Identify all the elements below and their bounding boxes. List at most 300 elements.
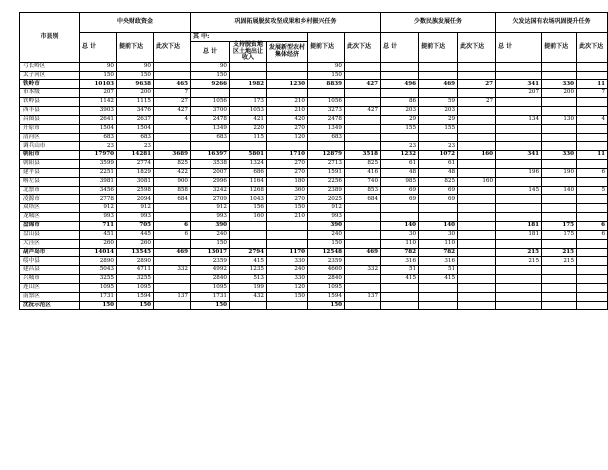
- table-cell: [577, 301, 608, 310]
- table-cell: 415: [419, 275, 458, 284]
- table-cell: 196: [496, 168, 542, 177]
- table-cell: [577, 239, 608, 248]
- table-cell: 1710: [267, 151, 308, 160]
- region-name: 北票市: [20, 186, 80, 195]
- table-cell: [267, 301, 308, 310]
- table-cell: [267, 230, 308, 239]
- table-cell: 445: [117, 230, 154, 239]
- table-cell: [381, 89, 419, 98]
- header-central-advance: 提前下达: [117, 33, 154, 63]
- table-cell: 215: [542, 257, 577, 266]
- region-name: 连山区: [20, 283, 80, 292]
- table-cell: [419, 213, 458, 222]
- table-cell: 69: [419, 195, 458, 204]
- header-consolidation-task: 巩固拓展脱贫攻坚成果和乡村振兴任务: [191, 13, 381, 33]
- table-cell: 27: [154, 98, 191, 107]
- table-cell: 1053: [230, 107, 267, 116]
- table-cell: 332: [154, 266, 191, 275]
- table-cell: 86: [381, 98, 419, 107]
- header-farm-total: 总 计: [496, 33, 542, 63]
- table-cell: [154, 301, 191, 310]
- table-cell: 210: [267, 107, 308, 116]
- table-row: [20, 142, 608, 151]
- table-cell: [267, 239, 308, 248]
- funding-table-sheet: [19, 12, 606, 310]
- table-cell: [542, 195, 577, 204]
- table-cell: [345, 71, 381, 80]
- table-cell: 110: [381, 239, 419, 248]
- table-cell: 912: [191, 204, 230, 213]
- table-cell: 215: [496, 257, 542, 266]
- table-cell: 155: [419, 124, 458, 133]
- table-cell: 9638: [117, 80, 154, 89]
- table-row: [20, 204, 608, 213]
- table-cell: [458, 213, 496, 222]
- table-cell: 23: [80, 142, 117, 151]
- table-row: [20, 133, 608, 142]
- region-name: 凌源市: [20, 195, 80, 204]
- table-row: [20, 107, 608, 116]
- table-cell: [345, 204, 381, 213]
- table-cell: [577, 107, 608, 116]
- table-cell: 912: [308, 204, 345, 213]
- table-cell: 1164: [230, 177, 267, 186]
- table-cell: 1731: [191, 292, 230, 301]
- table-cell: 8839: [308, 80, 345, 89]
- table-cell: 1324: [230, 160, 267, 169]
- table-cell: 51: [419, 266, 458, 275]
- table-cell: 1043: [230, 195, 267, 204]
- table-cell: 330: [542, 151, 577, 160]
- table-cell: [458, 221, 496, 230]
- table-cell: 2256: [308, 177, 345, 186]
- table-cell: 985: [381, 177, 419, 186]
- table-cell: [419, 133, 458, 142]
- header-consolidation-batch: 此次下达: [345, 33, 381, 63]
- region-name: 朝阳市: [20, 151, 80, 160]
- table-cell: [345, 98, 381, 107]
- table-cell: 782: [381, 248, 419, 257]
- table-cell: 1731: [80, 292, 117, 301]
- table-cell: 858: [154, 186, 191, 195]
- table-cell: 150: [117, 71, 154, 80]
- table-cell: 51: [381, 266, 419, 275]
- table-cell: 14281: [117, 151, 154, 160]
- table-cell: 270: [267, 160, 308, 169]
- region-name: 清河区: [20, 133, 80, 142]
- table-cell: 1142: [80, 98, 117, 107]
- table-cell: 12879: [308, 151, 345, 160]
- table-cell: [577, 257, 608, 266]
- table-cell: 160: [230, 213, 267, 222]
- table-cell: 190: [542, 168, 577, 177]
- table-cell: 9266: [191, 80, 230, 89]
- table-cell: 316: [419, 257, 458, 266]
- table-cell: 2996: [191, 177, 230, 186]
- table-cell: 200: [542, 89, 577, 98]
- table-cell: 900: [154, 177, 191, 186]
- table-cell: [542, 239, 577, 248]
- table-cell: 150: [80, 71, 117, 80]
- table-cell: [496, 195, 542, 204]
- table-cell: [381, 301, 419, 310]
- table-cell: 825: [419, 177, 458, 186]
- table-cell: 5801: [230, 151, 267, 160]
- table-cell: [577, 292, 608, 301]
- table-cell: [230, 221, 267, 230]
- table-cell: 2389: [308, 186, 345, 195]
- table-cell: 23: [419, 142, 458, 151]
- table-cell: 4660: [308, 266, 345, 275]
- table-cell: [458, 283, 496, 292]
- table-cell: [577, 124, 608, 133]
- table-cell: [345, 221, 381, 230]
- table-cell: [345, 124, 381, 133]
- table-cell: 2713: [308, 160, 345, 169]
- table-cell: [419, 62, 458, 71]
- table-cell: [458, 89, 496, 98]
- table-cell: [542, 107, 577, 116]
- table-cell: [496, 239, 542, 248]
- region-name: 朝阳县: [20, 160, 80, 169]
- table-cell: 2359: [308, 257, 345, 266]
- table-cell: [381, 292, 419, 301]
- table-cell: 90: [117, 62, 154, 71]
- table-cell: [577, 248, 608, 257]
- region-name: 市本级: [20, 89, 80, 98]
- table-cell: 1230: [267, 80, 308, 89]
- table-cell: [458, 230, 496, 239]
- region-name: 建昌县: [20, 266, 80, 275]
- table-cell: [496, 98, 542, 107]
- table-cell: [345, 115, 381, 124]
- table-row: [20, 257, 608, 266]
- table-cell: [542, 133, 577, 142]
- header-land-revenue: 支持脱贫地区土地出让收入: [230, 42, 267, 63]
- table-cell: 390: [191, 221, 230, 230]
- table-cell: [345, 301, 381, 310]
- table-cell: [496, 142, 542, 151]
- table-cell: 427: [345, 80, 381, 89]
- region-name: 双塔区: [20, 204, 80, 213]
- table-cell: 415: [230, 257, 267, 266]
- table-cell: 705: [117, 221, 154, 230]
- table-cell: 330: [267, 275, 308, 284]
- table-cell: [458, 107, 496, 116]
- table-cell: 7: [577, 89, 608, 98]
- table-cell: 61: [419, 160, 458, 169]
- table-row: [20, 283, 608, 292]
- table-cell: 215: [496, 248, 542, 257]
- region-name: 建平县: [20, 168, 80, 177]
- table-cell: [154, 71, 191, 80]
- header-central-batch: 此次下达: [154, 33, 191, 63]
- table-cell: [154, 133, 191, 142]
- table-cell: [542, 98, 577, 107]
- header-minority-task: 少数民族发展任务: [381, 13, 496, 33]
- table-cell: [458, 71, 496, 80]
- table-cell: 427: [345, 107, 381, 116]
- table-cell: 7: [154, 89, 191, 98]
- table-cell: 27: [458, 80, 496, 89]
- table-cell: 2637: [117, 115, 154, 124]
- table-cell: 160: [458, 151, 496, 160]
- region-name: 喀左县: [20, 177, 80, 186]
- table-cell: 390: [308, 221, 345, 230]
- table-cell: [154, 124, 191, 133]
- table-cell: 4711: [117, 266, 154, 275]
- table-cell: 120: [267, 133, 308, 142]
- table-cell: 110: [419, 239, 458, 248]
- table-cell: 420: [267, 115, 308, 124]
- table-cell: [419, 89, 458, 98]
- header-central-total: 总 计: [80, 33, 117, 63]
- table-cell: [458, 257, 496, 266]
- table-cell: 360: [267, 186, 308, 195]
- table-cell: 2641: [80, 115, 117, 124]
- table-cell: 1504: [80, 124, 117, 133]
- table-cell: 181: [496, 230, 542, 239]
- table-cell: 2478: [191, 115, 230, 124]
- table-cell: 1594: [117, 292, 154, 301]
- table-row: [20, 221, 608, 230]
- table-cell: 90: [308, 62, 345, 71]
- header-farm-advance: 提前下达: [542, 33, 577, 63]
- table-cell: [345, 213, 381, 222]
- table-cell: [381, 71, 419, 80]
- table-cell: [230, 89, 267, 98]
- table-cell: 2359: [191, 257, 230, 266]
- table-cell: [496, 71, 542, 80]
- table-row: [20, 195, 608, 204]
- table-row: [20, 62, 608, 71]
- table-cell: 270: [267, 195, 308, 204]
- table-cell: [496, 283, 542, 292]
- table-cell: 686: [230, 168, 267, 177]
- region-name: 开原市: [20, 124, 80, 133]
- table-cell: 150: [267, 292, 308, 301]
- table-cell: [458, 124, 496, 133]
- table-cell: [345, 257, 381, 266]
- table-cell: 683: [80, 133, 117, 142]
- table-cell: 3242: [191, 186, 230, 195]
- table-cell: 2778: [80, 195, 117, 204]
- header-of-which: 其 中:: [191, 33, 308, 42]
- table-cell: 1056: [308, 98, 345, 107]
- table-cell: 2774: [117, 160, 154, 169]
- table-cell: [154, 62, 191, 71]
- table-cell: [381, 213, 419, 222]
- table-cell: [542, 124, 577, 133]
- table-cell: [577, 71, 608, 80]
- table-row: [20, 230, 608, 239]
- table-cell: 180: [267, 177, 308, 186]
- table-cell: 1349: [308, 124, 345, 133]
- table-cell: 30: [381, 230, 419, 239]
- table-cell: [458, 133, 496, 142]
- table-row: [20, 98, 608, 107]
- table-cell: 1095: [117, 283, 154, 292]
- table-cell: 2709: [191, 195, 230, 204]
- table-cell: 14014: [80, 248, 117, 257]
- table-cell: [577, 142, 608, 151]
- table-cell: 1095: [308, 283, 345, 292]
- table-cell: [496, 301, 542, 310]
- header-minority-advance: 提前下达: [419, 33, 458, 63]
- table-cell: 416: [345, 168, 381, 177]
- table-cell: 1095: [80, 283, 117, 292]
- table-cell: [496, 177, 542, 186]
- table-cell: [458, 142, 496, 151]
- region-name: 调兵山市: [20, 142, 80, 151]
- table-cell: 2890: [117, 257, 154, 266]
- table-row: [20, 71, 608, 80]
- table-cell: 3255: [80, 275, 117, 284]
- table-cell: 1591: [308, 168, 345, 177]
- table-cell: 684: [345, 195, 381, 204]
- table-cell: 90: [80, 62, 117, 71]
- table-cell: 134: [496, 115, 542, 124]
- region-name: 太子河区: [20, 71, 80, 80]
- table-cell: [267, 89, 308, 98]
- table-cell: [230, 62, 267, 71]
- table-cell: [419, 71, 458, 80]
- header-consolidation-total: 总 计: [191, 42, 230, 63]
- funding-table: [19, 12, 608, 310]
- table-cell: 1349: [191, 124, 230, 133]
- table-cell: 683: [191, 133, 230, 142]
- table-cell: 215: [542, 248, 577, 257]
- table-cell: 175: [542, 221, 577, 230]
- table-cell: [458, 301, 496, 310]
- table-cell: 240: [191, 230, 230, 239]
- table-row: [20, 292, 608, 301]
- table-cell: [345, 283, 381, 292]
- table-cell: [267, 142, 308, 151]
- table-cell: [308, 89, 345, 98]
- table-cell: [154, 213, 191, 222]
- table-cell: 2840: [191, 275, 230, 284]
- table-cell: [542, 142, 577, 151]
- region-name: 铁岭市: [20, 80, 80, 89]
- table-cell: 200: [117, 89, 154, 98]
- table-cell: 181: [496, 221, 542, 230]
- table-cell: 11: [577, 151, 608, 160]
- table-cell: [577, 62, 608, 71]
- table-cell: [577, 177, 608, 186]
- region-name: 大洼区: [20, 239, 80, 248]
- table-cell: 150: [308, 239, 345, 248]
- table-cell: 23: [381, 142, 419, 151]
- table-cell: [458, 195, 496, 204]
- table-cell: 6: [577, 221, 608, 230]
- table-cell: 150: [191, 71, 230, 80]
- table-cell: [345, 239, 381, 248]
- table-row: [20, 80, 608, 89]
- region-name: 盘山县: [20, 230, 80, 239]
- table-cell: 30: [419, 230, 458, 239]
- table-cell: 145: [496, 186, 542, 195]
- table-cell: [542, 266, 577, 275]
- table-cell: 4: [577, 115, 608, 124]
- table-cell: 48: [381, 168, 419, 177]
- table-cell: 260: [117, 239, 154, 248]
- table-cell: 150: [308, 301, 345, 310]
- table-body: [20, 62, 608, 310]
- table-cell: 684: [154, 195, 191, 204]
- region-name: 南票区: [20, 292, 80, 301]
- table-row: [20, 168, 608, 177]
- table-cell: [458, 186, 496, 195]
- table-row: [20, 266, 608, 275]
- table-cell: 140: [381, 221, 419, 230]
- region-name: 盘锦市: [20, 221, 80, 230]
- table-cell: [381, 204, 419, 213]
- table-cell: 3599: [80, 160, 117, 169]
- table-cell: 2478: [308, 115, 345, 124]
- header-collective-economy: 发展新型农村集体经济: [267, 42, 308, 63]
- table-cell: 13545: [117, 248, 154, 257]
- table-cell: 740: [345, 177, 381, 186]
- table-cell: 13017: [191, 248, 230, 257]
- table-cell: [458, 168, 496, 177]
- table-cell: [154, 283, 191, 292]
- table-cell: 465: [154, 80, 191, 89]
- table-cell: [496, 160, 542, 169]
- table-cell: 140: [542, 186, 577, 195]
- table-cell: 1594: [308, 292, 345, 301]
- table-cell: [191, 142, 230, 151]
- table-cell: 199: [230, 283, 267, 292]
- region-name: 绥中县: [20, 257, 80, 266]
- table-cell: 2007: [191, 168, 230, 177]
- table-cell: [419, 204, 458, 213]
- table-cell: 3518: [345, 151, 381, 160]
- region-name: 铁岭县: [20, 98, 80, 107]
- table-cell: 16397: [191, 151, 230, 160]
- table-cell: 3456: [80, 186, 117, 195]
- table-cell: [419, 301, 458, 310]
- table-cell: 3081: [117, 177, 154, 186]
- table-cell: 3700: [191, 107, 230, 116]
- region-name: 弓长岭区: [20, 62, 80, 71]
- table-cell: [577, 204, 608, 213]
- table-cell: 5: [577, 186, 608, 195]
- table-cell: 2840: [308, 275, 345, 284]
- table-cell: 207: [496, 89, 542, 98]
- table-cell: 3273: [308, 107, 345, 116]
- table-row: [20, 124, 608, 133]
- table-cell: 427: [154, 107, 191, 116]
- table-cell: 3538: [191, 160, 230, 169]
- table-cell: [542, 283, 577, 292]
- table-cell: 1232: [381, 151, 419, 160]
- table-cell: [458, 275, 496, 284]
- table-cell: 140: [419, 221, 458, 230]
- header-central-funds: 中央财政资金: [80, 13, 191, 33]
- table-cell: 1170: [267, 248, 308, 257]
- table-cell: 2251: [80, 168, 117, 177]
- table-cell: 422: [154, 168, 191, 177]
- table-cell: 683: [117, 133, 154, 142]
- header-state-farm-task: 欠发达国有农场巩固提升任务: [496, 13, 608, 33]
- header-minority-batch: 此次下达: [458, 33, 496, 63]
- table-cell: 6: [577, 230, 608, 239]
- table-row: [20, 177, 608, 186]
- table-cell: [458, 239, 496, 248]
- table-cell: 330: [542, 80, 577, 89]
- table-cell: [381, 133, 419, 142]
